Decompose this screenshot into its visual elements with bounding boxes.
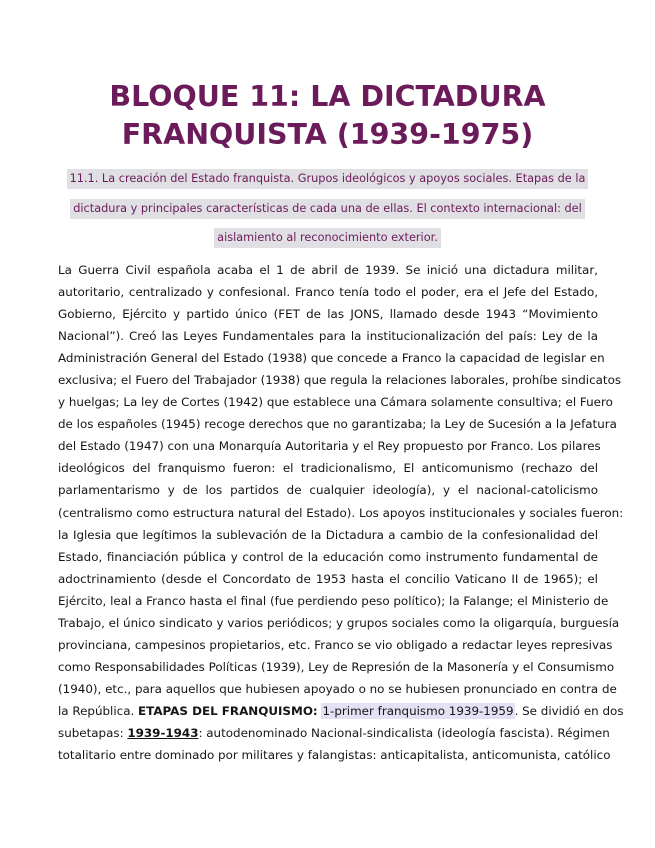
text-line: como Responsabilidades Políticas (1939), Ley de Represión de la Masonería y el Consumismo	[58, 659, 615, 674]
title-line-1: BLOQUE 11: LA DICTADURA	[109, 80, 546, 113]
title-line-2: FRANQUISTA (1939-1975)	[121, 118, 534, 151]
text-line: La Guerra Civil española acaba el 1 de abril de 1939. Se inició una dictadura militar,	[58, 263, 598, 277]
underlined-period: 1939-1943	[127, 725, 199, 740]
subtitle-line: dictadura y principales características de cada una de ellas. El contexto internacional: del	[0, 198, 655, 220]
text-line-subetapas: subetapas: 1939-1943: autodenominado Nacional-sindicalista (ideología fascista). Régimen	[58, 725, 610, 740]
text-line: parlamentarismo y de los partidos de cualquier ideología), y el nacional-catolicismo	[58, 483, 598, 498]
text-line: de los españoles (1945) recoge derechos que no garantizaba; la Ley de Sucesión a la Jefatura	[58, 417, 617, 432]
text-line: autoritario, centralizado y confesional. Franco tenía todo el poder, era el Jefe del Estado,	[58, 285, 598, 300]
text-line: la Iglesia que legítimos la sublevación de la Dictadura a cambio de la confesionalidad del	[58, 527, 598, 542]
text-line: totalitario entre dominado por militares y falangistas: anticapitalista, anticomunista, católico	[58, 748, 611, 763]
section-subtitle	[0, 168, 655, 257]
text-line: Estado, financiación pública y control de la educación como instrumento fundamental de	[58, 549, 598, 564]
subtitle-line: aislamiento al reconocimiento exterior.	[0, 227, 655, 249]
subtitle-line: 11.1. La creación del Estado franquista. Grupos ideológicos y apoyos sociales. Etapas de la	[0, 168, 655, 190]
text-line: y huelgas; La ley de Cortes (1942) que establece una Cámara solamente consultiva; el Fuero	[58, 395, 613, 410]
text-line: (1940), etc., para aquellos que hubiesen apoyado o no se hubiesen pronunciado en contra de	[58, 681, 617, 696]
text-line: Ejército, leal a Franco hasta el final (fue perdiendo peso político); la Falange; el Ministerio de	[58, 593, 609, 608]
text-line: ideológicos del franquismo fueron: el tradicionalismo, El anticomunismo (rechazo del	[58, 461, 598, 476]
text-line: (centralismo como estructura natural del Estado). Los apoyos institucionales y sociales fueron:	[58, 505, 624, 520]
text-line: del Estado (1947) con una Monarquía Autoritaria y el Rey propuesto por Franco. Los pilares	[58, 439, 601, 454]
page-title	[0, 78, 655, 154]
text-line: Nacional”). Creó las Leyes Fundamentales para la institucionalización del país: Ley de la	[58, 329, 598, 344]
highlighted-period: 1-primer franquismo 1939-1959	[322, 703, 514, 718]
body-paragraph	[58, 259, 624, 766]
text-line: adoctrinamiento (desde el Concordato de 1953 hasta el concilio Vaticano II de 1965); el	[58, 571, 598, 586]
text-line-etapas: la República. ETAPAS DEL FRANQUISMO: 1-primer franquismo 1939-1959. Se dividió en dos	[58, 703, 624, 718]
text-line: provinciana, campesinos propietarios, etc. Franco se vio obligado a redactar leyes represivas	[58, 637, 613, 652]
text-line: Trabajo, el único sindicato y varios periódicos; y grupos sociales como la oligarquía, burguesía	[58, 615, 620, 630]
text-line: exclusiva; el Fuero del Trabajador (1938) que regula la relaciones laborales, prohíbe sindicatos	[58, 373, 622, 388]
etapas-heading: ETAPAS DEL FRANQUISMO:	[138, 703, 318, 718]
text-line: Administración General del Estado (1938) que concede a Franco la capacidad de legislar en	[58, 351, 605, 366]
text-line: Gobierno, Ejército y partido único (FET de las JONS, llamado desde 1943 “Movimiento	[58, 307, 598, 322]
